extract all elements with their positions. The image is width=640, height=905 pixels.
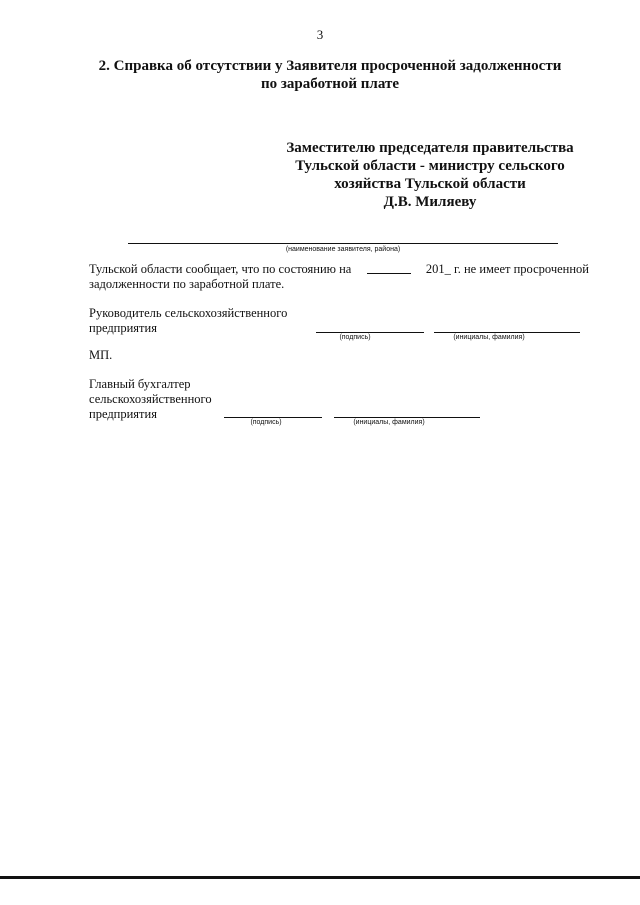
head-signature-caption: (подпись) (339, 334, 371, 341)
head-name-line (434, 332, 580, 333)
addressee-line-3: хозяйства Тульской области (334, 176, 526, 192)
statement-text (89, 262, 589, 292)
head-label-line-1: Руководитель сельскохозяйственного (89, 306, 288, 320)
accountant-label-line-3: предприятия (89, 407, 157, 421)
statement-part-2: 201_ г. не имеет просроченной (425, 262, 589, 276)
stamp-label: МП. (89, 348, 113, 362)
title-line-1: 2. Справка об отсутствии у Заявителя просроченной задолженности (98, 58, 562, 74)
statement-line-2: задолженности по заработной плате. (89, 277, 285, 291)
accountant-label-line-2: сельскохозяйственного (89, 392, 212, 406)
document-title (90, 57, 570, 93)
addressee-line-4: Д.В. Миляеву (383, 194, 477, 210)
accountant-label-line-1: Главный бухгалтер (89, 377, 191, 391)
head-name-caption: (инициалы, фамилия) (453, 334, 525, 341)
accountant-signature-line (224, 417, 322, 418)
applicant-name-line (128, 243, 558, 244)
head-signature-line (316, 332, 424, 333)
accountant-signature-caption: (подпись) (250, 419, 282, 426)
accountant-name-line (334, 417, 480, 418)
accountant-name-caption: (инициалы, фамилия) (353, 419, 425, 426)
addressee-line-2: Тульской области - министру сельского (295, 158, 565, 174)
date-blank (367, 262, 411, 274)
page-bottom-border (0, 876, 640, 879)
title-line-2: по заработной плате (261, 76, 399, 92)
addressee-block (270, 139, 590, 211)
applicant-caption: (наименование заявителя, района) (285, 246, 401, 253)
addressee-line-1: Заместителю председателя правительства (286, 140, 574, 156)
page-number: 3 (316, 27, 324, 42)
head-label-line-2: предприятия (89, 321, 157, 335)
statement-part-1: Тульской области сообщает, что по состоянию на (89, 262, 352, 276)
